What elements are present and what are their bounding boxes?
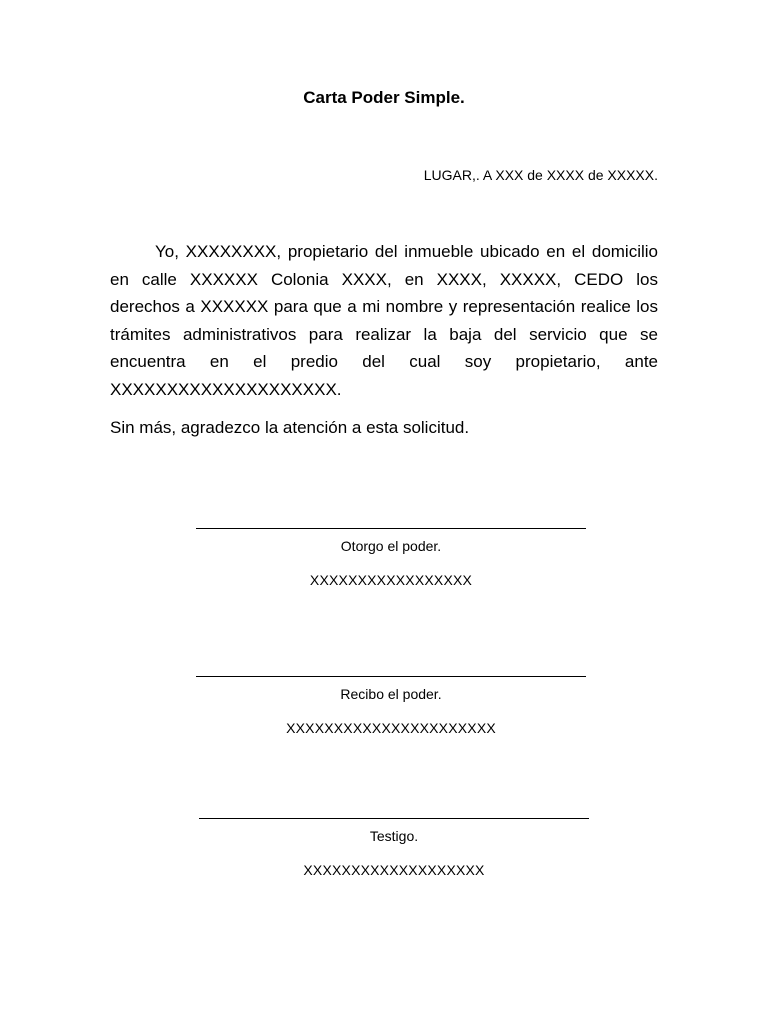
- signature-line: [196, 528, 586, 529]
- signature-line: [199, 818, 589, 819]
- signature-line: [196, 676, 586, 677]
- signature-block-recipient: [196, 676, 586, 736]
- signature-name: XXXXXXXXXXXXXXXXXXX: [303, 862, 485, 878]
- signature-name: XXXXXXXXXXXXXXXXX: [309, 572, 473, 588]
- signature-block-witness: [199, 818, 589, 878]
- closing-paragraph: Sin más, agradezco la atención a esta solicitud.: [110, 418, 470, 437]
- body-paragraph: [110, 238, 658, 403]
- place-date-line: LUGAR,. A XXX de XXXX de XXXXX.: [423, 167, 658, 183]
- signature-block-grantor: [196, 528, 586, 588]
- signature-name: XXXXXXXXXXXXXXXXXXXXXX: [286, 720, 496, 736]
- document-title: Carta Poder Simple.: [303, 88, 465, 107]
- signature-role: Otorgo el poder.: [340, 538, 442, 554]
- body-text: Yo, XXXXXXXX, propietario del inmueble ubicado en el domicilio en calle XXXXXX Colonia XXXX, en XXXX, XXXXX, CEDO los derechos a XXXXXX para que a mi nombre y representación realice los trámites administrativos para realizar la baja del servicio que se encuentra en el predio del cual soy propietario, ante XXXXXXXXXXXXXXXXXXXX.: [110, 242, 658, 399]
- signature-role: Recibo el poder.: [340, 686, 442, 702]
- signature-role: Testigo.: [369, 828, 419, 844]
